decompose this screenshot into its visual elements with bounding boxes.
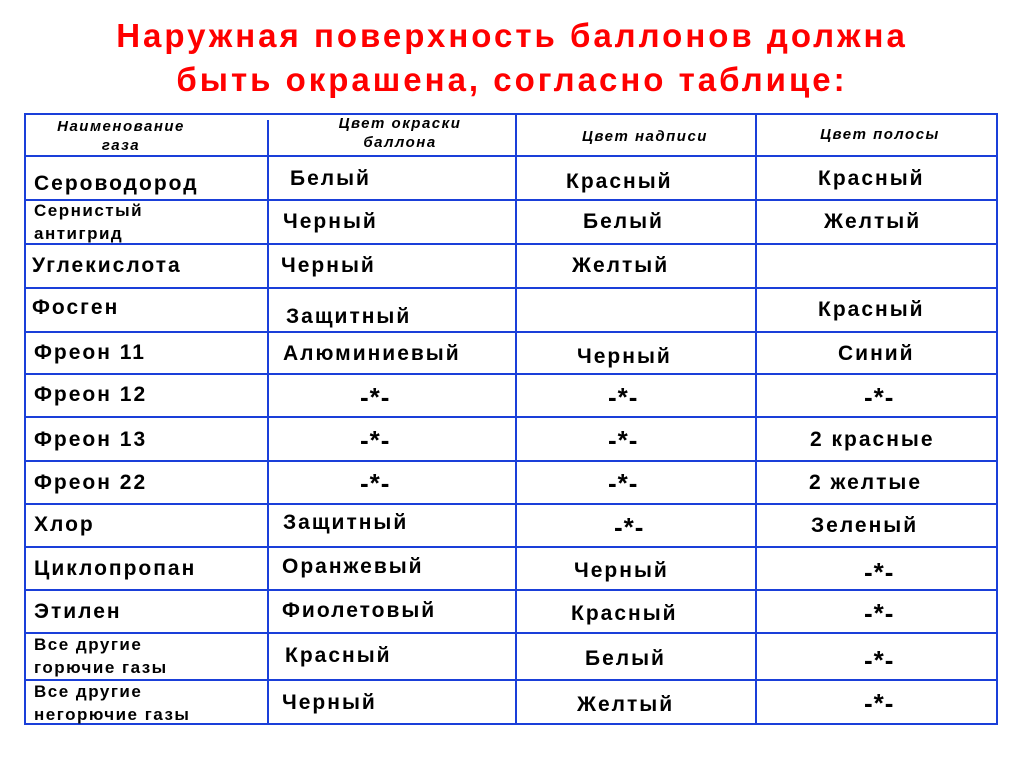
gas-name-cell: Фосген xyxy=(32,296,120,319)
body-color-cell: Черный xyxy=(282,691,377,714)
stripe-color-cell: Синий xyxy=(838,342,915,365)
table-divider xyxy=(24,416,998,418)
title-line-1: Наружная поверхность баллонов должна xyxy=(116,17,908,54)
gas-name-cell: Хлор xyxy=(34,513,95,536)
body-color-cell: Оранжевый xyxy=(282,555,424,578)
label-color-cell: Белый xyxy=(583,210,664,233)
label-color-cell: Черный xyxy=(577,345,672,368)
body-color-cell: -*- xyxy=(360,382,391,412)
table-divider xyxy=(24,589,998,591)
table-column-divider xyxy=(267,120,269,725)
table-divider xyxy=(24,632,998,634)
table-divider xyxy=(24,460,998,462)
table-column-divider xyxy=(515,113,517,725)
stripe-color-cell: Зеленый xyxy=(811,514,919,537)
label-color-cell: -*- xyxy=(608,425,639,455)
stripe-color-cell: Желтый xyxy=(824,210,922,233)
gas-name-cell: Фреон 22 xyxy=(34,471,148,494)
gas-name-cell: Фреон 12 xyxy=(34,383,148,406)
label-color-cell: -*- xyxy=(614,512,645,542)
title-line-2: быть окрашена, согласно таблице: xyxy=(176,61,848,98)
table-divider xyxy=(24,503,998,505)
label-color-cell: Желтый xyxy=(572,254,670,277)
label-color-cell: -*- xyxy=(608,382,639,412)
body-color-cell: -*- xyxy=(360,468,391,498)
stripe-color-cell: Красный xyxy=(818,298,925,321)
table-column-divider xyxy=(755,113,757,725)
label-color-cell: Красный xyxy=(566,170,673,193)
gas-name-cell: Фреон 13 xyxy=(34,428,148,451)
body-color-cell: Защитный xyxy=(283,511,409,534)
gas-name-cell: Фреон 11 xyxy=(34,341,146,364)
stripe-color-cell: -*- xyxy=(864,688,895,718)
label-color-cell: Белый xyxy=(585,647,666,670)
stripe-color-cell: -*- xyxy=(864,598,895,628)
gas-name-cell: Сероводород xyxy=(34,172,199,195)
stripe-color-cell: -*- xyxy=(864,645,895,675)
table-border-left xyxy=(24,113,26,725)
body-color-cell: Черный xyxy=(281,254,376,277)
gas-name-cell: Углекислота xyxy=(32,254,182,277)
gas-name-cell: Все другие горючие газы xyxy=(34,635,168,677)
label-color-cell: Желтый xyxy=(577,693,675,716)
stripe-color-cell: -*- xyxy=(864,557,895,587)
stripe-color-cell: 2 красные xyxy=(810,428,935,451)
body-color-cell: Защитный xyxy=(286,305,412,328)
table-border-top xyxy=(24,113,998,115)
table-border-right xyxy=(996,113,998,725)
label-color-cell: Черный xyxy=(574,559,669,582)
gas-name-cell: Этилен xyxy=(34,600,122,623)
table-divider xyxy=(24,155,998,157)
stripe-color-cell: Красный xyxy=(818,167,925,190)
body-color-cell: -*- xyxy=(360,425,391,455)
stripe-color-cell: 2 желтые xyxy=(809,471,923,494)
gas-name-cell: Циклопропан xyxy=(34,557,197,580)
table-divider xyxy=(24,373,998,375)
header-label-color: Цвет надписи xyxy=(582,128,708,145)
header-body-color: Цвет окраски баллона xyxy=(338,115,462,151)
gas-name-cell: Сернистый антигрид xyxy=(34,201,144,243)
body-color-cell: Фиолетовый xyxy=(282,599,437,622)
stripe-color-cell: -*- xyxy=(864,382,895,412)
label-color-cell: Красный xyxy=(571,602,678,625)
table-divider xyxy=(24,243,998,245)
body-color-cell: Черный xyxy=(283,210,378,233)
body-color-cell: Красный xyxy=(285,644,392,667)
body-color-cell: Белый xyxy=(290,167,371,190)
header-gas-name: Наименование газа xyxy=(57,118,185,154)
body-color-cell: Алюминиевый xyxy=(283,342,461,365)
table-divider xyxy=(24,331,998,333)
table-divider xyxy=(24,546,998,548)
gas-name-cell: Все другие негорючие газы xyxy=(34,682,191,724)
table-divider xyxy=(24,199,998,201)
label-color-cell: -*- xyxy=(608,468,639,498)
header-stripe-color: Цвет полосы xyxy=(820,126,940,143)
table-divider xyxy=(24,287,998,289)
